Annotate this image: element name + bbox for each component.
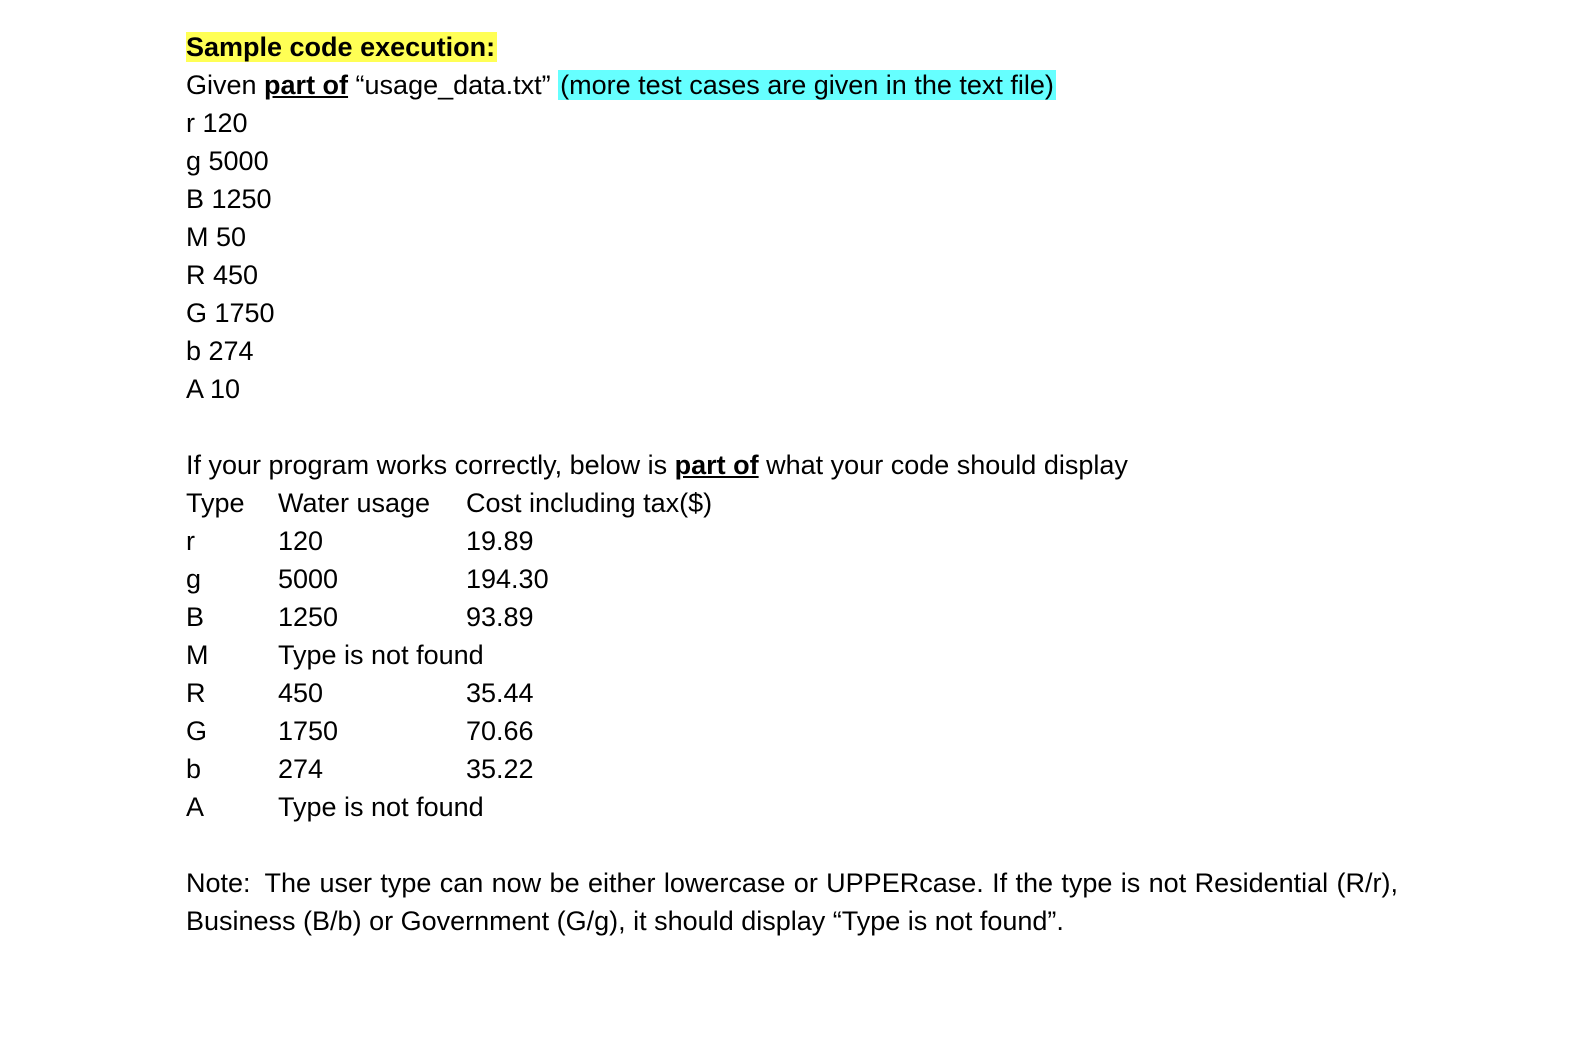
note-text: The user type can now be either lowercase or UPPERcase. If the type is not Residential (R/r), Business (B/b) or Government (G/g), it should display “Type is not found”. [186,868,1398,936]
row-usage: 120 [278,526,324,556]
input-line: b 274 [186,336,254,366]
table-row [186,788,1406,826]
row-cost: 35.22 [466,754,534,784]
row-type: G [186,716,208,746]
input-line: g 5000 [186,146,269,176]
input-line: A 10 [186,374,241,404]
given-emphasis: part of [264,70,349,100]
row-type: B [186,602,205,632]
document-page [186,28,1406,940]
row-usage: 1750 [278,716,339,746]
row-type: r [186,526,195,556]
table-row [186,522,1406,560]
table-row [186,598,1406,636]
row-cost: 93.89 [466,602,534,632]
row-usage: 5000 [278,564,339,594]
note-paragraph [186,864,1398,940]
row-cost: 194.30 [466,564,549,594]
table-row [186,750,1406,788]
spacer [186,408,1406,446]
table-row [186,560,1406,598]
note-label: Note: [186,868,251,898]
section-heading-line [186,28,1406,66]
header-type: Type [186,488,245,518]
given-line [186,66,1406,104]
output-intro-line [186,446,1406,484]
output-intro-prefix: If your program works correctly, below is [186,450,675,480]
row-usage: 1250 [278,602,339,632]
header-cost: Cost including tax($) [466,488,713,518]
row-usage: Type is not found [278,640,484,670]
input-line: R 450 [186,260,259,290]
row-type: M [186,640,209,670]
row-type: A [186,792,205,822]
input-line: B 1250 [186,184,272,214]
table-row [186,636,1406,674]
output-table [186,484,1406,826]
output-table-header [186,484,1406,522]
header-usage: Water usage [278,488,431,518]
row-type: g [186,564,202,594]
row-cost: 70.66 [466,716,534,746]
given-prefix: Given [186,70,265,100]
output-intro-emphasis: part of [674,450,759,480]
given-note-highlight: (more test cases are given in the text file) [560,70,1054,100]
section-heading: Sample code execution: [186,32,496,62]
table-row [186,712,1406,750]
input-line: r 120 [186,108,248,138]
row-cost: 35.44 [466,678,534,708]
table-row [186,674,1406,712]
row-cost: 19.89 [466,526,534,556]
row-usage: 274 [278,754,324,784]
row-type: R [186,678,206,708]
given-filename: “usage_data.txt” [348,70,559,100]
row-usage: Type is not found [278,792,484,822]
row-type: b [186,754,202,784]
input-line: G 1750 [186,298,275,328]
input-line: M 50 [186,222,247,252]
output-intro-suffix: what your code should display [758,450,1128,480]
input-lines [186,104,1406,408]
row-usage: 450 [278,678,324,708]
spacer [186,826,1406,864]
